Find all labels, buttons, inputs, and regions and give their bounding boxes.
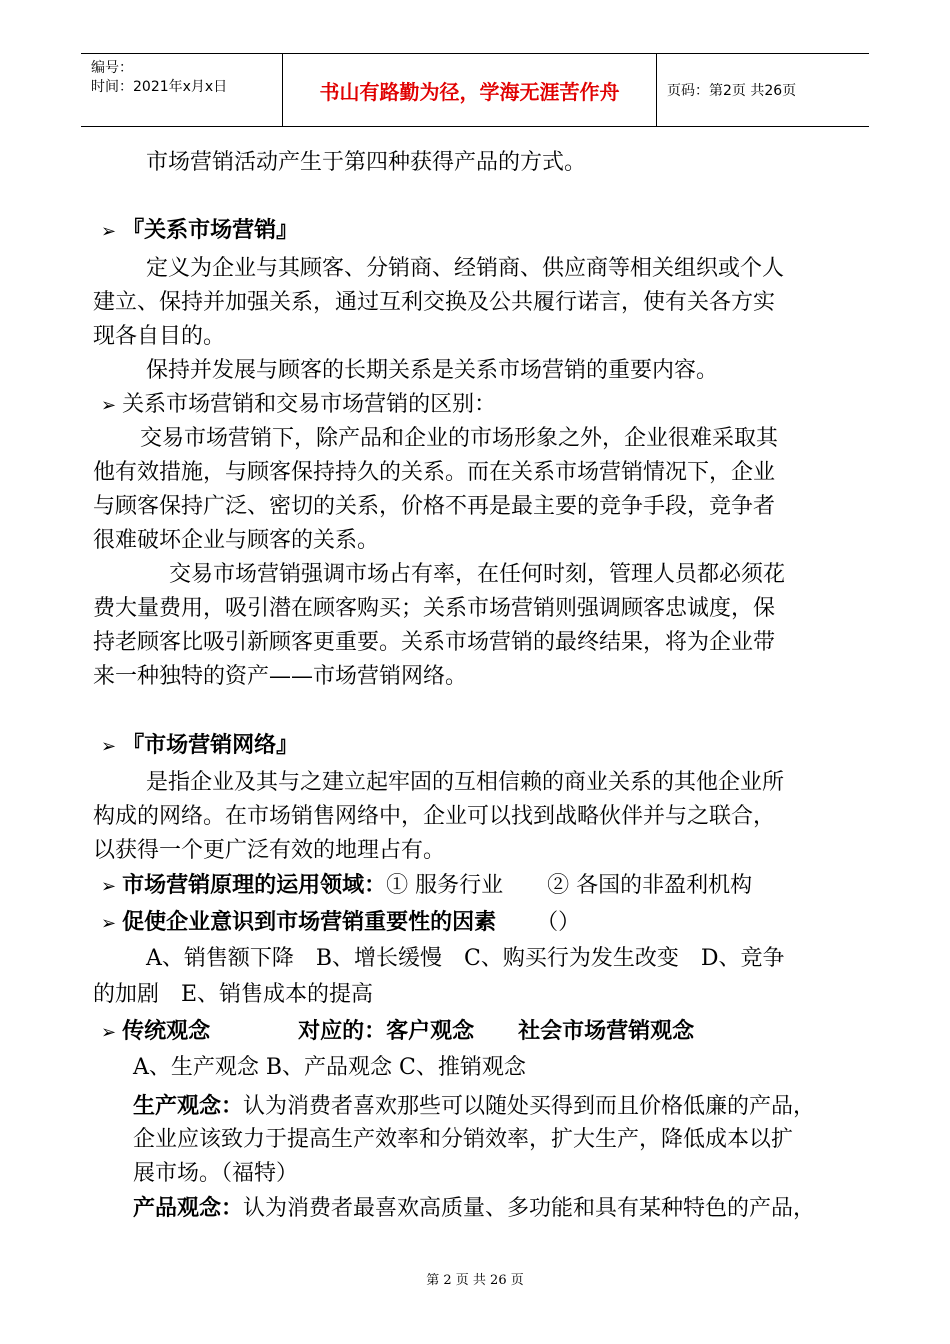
- definition-line: 生产观念：认为消费者喜欢那些可以随处买得到而且价格低廉的产品，: [133, 1093, 816, 1119]
- page-footer: 第 2 页 共 26 页: [426, 1273, 524, 1288]
- paragraph: 以获得一个更广泛有效的地理占有。: [93, 838, 446, 863]
- paragraph: 企业应该致力于提高生产效率和分销效率，扩大生产，降低成本以扩: [133, 1127, 794, 1152]
- arrow-bullet-icon: ➢: [101, 395, 117, 416]
- paragraph: 与顾客保持广泛、密切的关系，价格不再是最主要的竞争手段，竞争者: [93, 494, 776, 519]
- header-page-number: 页码：第2页 共26页: [667, 83, 797, 99]
- section-heading: ➢ 『市场营销网络』: [101, 732, 299, 758]
- bullet-line: ➢ 促使企业意识到市场营销重要性的因素 （）: [101, 909, 581, 935]
- paragraph: 是指企业及其与之建立起牢固的互相信赖的商业关系的其他企业所: [146, 770, 785, 795]
- arrow-bullet-icon: ➢: [101, 876, 117, 897]
- header-date: 时间：2021年x月x日: [91, 79, 228, 95]
- header-meta: [81, 54, 282, 126]
- arrow-bullet-icon: ➢: [101, 221, 117, 242]
- arrow-bullet-icon: ➢: [101, 913, 117, 934]
- paragraph: 保持并发展与顾客的长期关系是关系市场营销的重要内容。: [146, 358, 719, 383]
- paragraph: 他有效措施，与顾客保持持久的关系。而在关系市场营销情况下，企业: [93, 460, 776, 485]
- paragraph: 来一种独特的资产——市场营销网络。: [93, 664, 468, 689]
- bullet-heading: ➢ 关系市场营销和交易市场营销的区别：: [101, 392, 497, 417]
- paragraph: 建立、保持并加强关系，通过互利交换及公共履行诺言，使有关各方实: [93, 290, 776, 315]
- paragraph: 交易市场营销强调市场占有率，在任何时刻，管理人员都必须花: [169, 562, 786, 587]
- option-line: 的加剧 E、销售成本的提高: [93, 982, 374, 1007]
- option-line: A、销售额下降 B、增长缓慢 C、购买行为发生改变 D、竞争: [146, 946, 785, 971]
- section-heading: ➢ 『关系市场营销』: [101, 217, 299, 243]
- option-line: A、生产观念 B、产品观念 C、推销观念: [133, 1055, 526, 1080]
- header-number: 编号：: [91, 60, 133, 76]
- paragraph: 定义为企业与其顾客、分销商、经销商、供应商等相关组织或个人: [146, 256, 785, 281]
- bullet-line: ➢ 市场营销原理的运用领域：① 服务行业 ② 各国的非盈利机构: [101, 872, 753, 898]
- definition-line: 产品观念：认为消费者最喜欢高质量、多功能和具有某种特色的产品，: [133, 1195, 816, 1221]
- paragraph: 市场营销活动产生于第四种获得产品的方式。: [146, 150, 587, 175]
- header-motto: 书山有路勤为径，学海无涯苦作舟: [282, 54, 657, 126]
- paragraph: 展市场。（福特）: [133, 1161, 299, 1186]
- paragraph: 构成的网络。在市场销售网络中，企业可以找到战略伙伴并与之联合，: [93, 804, 776, 829]
- paragraph: 费大量费用，吸引潜在顾客购买；关系市场营销则强调顾客忠诚度，保: [93, 596, 776, 621]
- paragraph: 交易市场营销下，除产品和企业的市场形象之外，企业很难采取其: [140, 426, 779, 451]
- paragraph: 很难破坏企业与顾客的关系。: [93, 528, 380, 553]
- arrow-bullet-icon: ➢: [101, 736, 117, 757]
- page-header: [81, 53, 869, 127]
- bullet-line: ➢ 传统观念 对应的：客户观念 社会市场营销观念: [101, 1018, 695, 1044]
- arrow-bullet-icon: ➢: [101, 1022, 117, 1043]
- answer-blank: （）: [536, 910, 581, 935]
- paragraph: 现各自目的。: [93, 324, 226, 349]
- paragraph: 持老顾客比吸引新顾客更重要。关系市场营销的最终结果，将为企业带: [93, 630, 776, 655]
